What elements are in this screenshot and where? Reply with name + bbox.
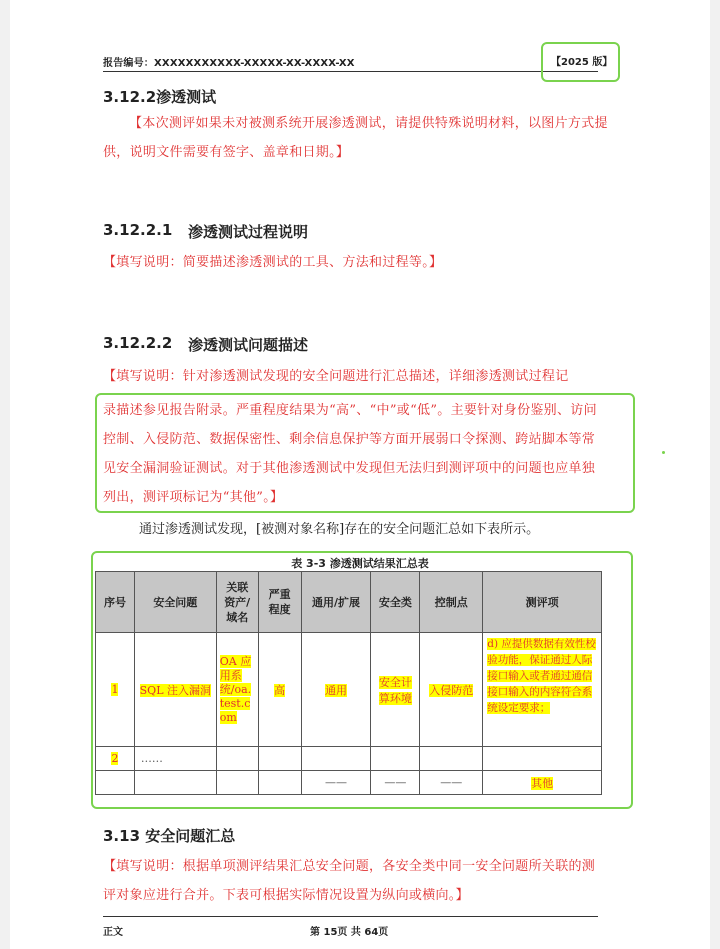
section-body-text: 通过渗透测试发现，[被测对象名称]存在的安全问题汇总如下表所示。 xyxy=(139,522,540,537)
col-header-asset xyxy=(216,572,258,633)
table-row xyxy=(96,771,602,795)
col-header-asset-text: 关联资产/域名 xyxy=(224,580,251,624)
col-header-no: 序号 xyxy=(96,572,135,633)
cell-severity-text: 高 xyxy=(274,683,286,697)
col-header-control: 控制点 xyxy=(420,572,483,633)
cell-no-text: 1 xyxy=(111,683,119,696)
cell-severity xyxy=(258,633,301,747)
section-note-3-12-2: 【本次测评如果未对被测系统开展渗透测试，请提供特殊说明材料，以图片方式提供，说明文件需要有签字、盖章和日期。】 xyxy=(103,116,608,160)
col-header-severity-text: 严重程度 xyxy=(268,588,291,616)
cell-no-text: 2 xyxy=(111,752,119,765)
cell-scope-text: 通用 xyxy=(325,683,348,697)
cell-category xyxy=(371,633,420,747)
section-note-line1: 【填写说明：针对渗透测试发现的安全问题进行汇总描述，详细渗透测试过程记 xyxy=(103,369,569,384)
cell-control xyxy=(420,747,483,771)
cell-category: —— xyxy=(371,771,420,795)
section-title-3-12-2-1: 渗透测试过程说明 xyxy=(188,223,309,241)
section-number-3-12-2-1: 3.12.2.1 xyxy=(103,221,173,239)
cell-no xyxy=(96,771,135,795)
version-label: 【2025 版】 xyxy=(551,57,613,68)
col-header-scope: 通用/扩展 xyxy=(301,572,371,633)
cell-category-text: 安全计算环境 xyxy=(378,675,412,705)
cell-control: —— xyxy=(420,771,483,795)
results-table xyxy=(95,571,602,795)
cell-asset-text: OA 应用系统/oa.test.com xyxy=(219,654,252,724)
header-rule xyxy=(103,71,598,72)
stray-dot xyxy=(662,451,665,454)
cell-item-text: d) 应提供数据有效性校验功能，保证通过人际接口输入或者通过通信接口输入的内容符合系统设定要求； xyxy=(487,638,596,714)
cell-item xyxy=(483,633,602,747)
section-title-3-12-2: 3.12.2渗透测试 xyxy=(103,88,217,106)
section-note-3-13: 【填写说明：根据单项测评结果汇总安全问题，各安全类中同一安全问题所关联的测评对象应进行合并。下表可根据实际情况设置为纵向或横向。】 xyxy=(103,859,596,903)
table-row xyxy=(96,633,602,747)
cell-category xyxy=(371,747,420,771)
section-title-3-12-2-2: 渗透测试问题描述 xyxy=(188,336,309,354)
table-header-row xyxy=(96,572,602,633)
cell-scope xyxy=(301,633,371,747)
cell-no xyxy=(96,633,135,747)
cell-severity xyxy=(258,771,301,795)
page-number: 第 15页 共 64页 xyxy=(310,927,389,938)
cell-item xyxy=(483,771,602,795)
cell-control-text: 入侵防范 xyxy=(429,683,474,697)
cell-asset xyxy=(216,633,258,747)
section-title-3-13: 3.13 安全问题汇总 xyxy=(103,827,236,845)
cell-asset xyxy=(216,747,258,771)
cell-no xyxy=(96,747,135,771)
footer-rule xyxy=(103,916,598,917)
col-header-item: 测评项 xyxy=(483,572,602,633)
cell-asset xyxy=(216,771,258,795)
report-number: 报告编号：XXXXXXXXXXX-XXXXX-XX-XXXX-XX xyxy=(103,58,355,69)
col-header-issue: 安全问题 xyxy=(134,572,216,633)
section-number-3-12-2-2: 3.12.2.2 xyxy=(103,334,173,352)
cell-issue xyxy=(134,633,216,747)
cell-issue xyxy=(134,771,216,795)
cell-issue: …… xyxy=(134,747,216,771)
cell-item-text: 其他 xyxy=(531,776,554,790)
cell-issue-text: SQL 注入漏洞 xyxy=(139,683,211,697)
cell-severity xyxy=(258,747,301,771)
section-note-boxed: 录描述参见报告附录。严重程度结果为“高”、“中”或“低”。主要针对身份鉴别、访问控制、入侵防范、数据保密性、剩余信息保护等方面开展弱口令探测、跨站脚本等常见安全漏洞验证测试。对于其他渗透测试中发现但无法归到测评项中的问题也应单独列出，测评项标记为“其他”。】 xyxy=(103,403,597,505)
table-title: 表 3-3 渗透测试结果汇总表 xyxy=(291,557,429,570)
cell-item xyxy=(483,747,602,771)
section-note-3-12-2-1: 【填写说明：简要描述渗透测试的工具、方法和过程等。】 xyxy=(103,255,443,270)
footer-section-label: 正文 xyxy=(103,927,123,938)
cell-control xyxy=(420,633,483,747)
col-header-category: 安全类 xyxy=(371,572,420,633)
table-row xyxy=(96,747,602,771)
cell-scope: —— xyxy=(301,771,371,795)
col-header-severity xyxy=(258,572,301,633)
cell-scope xyxy=(301,747,371,771)
